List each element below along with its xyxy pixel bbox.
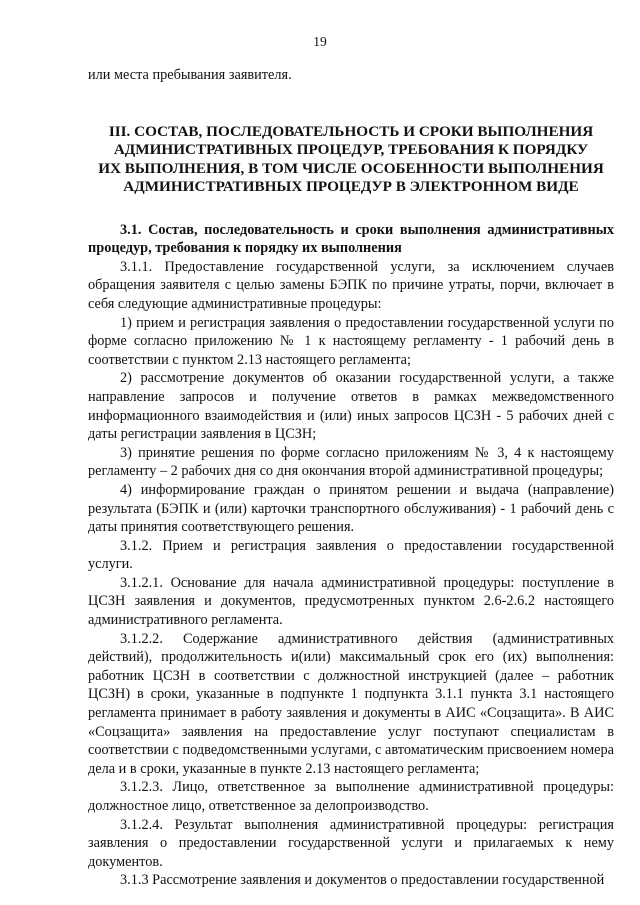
- list-item-3: 3) принятие решения по форме согласно приложениям № 3, 4 к настоящему регламенту – 2 рабочих дня со дня окончания второй административной процедуры;: [88, 444, 614, 480]
- subsection-heading: 3.1. Состав, последовательность и сроки выполнения административных процедур, требования к порядку их выполнения: [88, 221, 614, 257]
- list-item-2: 2) рассмотрение документов об оказании государственной услуги, а также направление запросов и получение ответов в рамках межведомственного информационного взаимодействия и (или) иных запросов ЦСЗН - 5 рабочих дней с даты регистрации заявления в ЦСЗН;: [88, 370, 614, 443]
- paragraph-3-1-2-2: 3.1.2.2. Содержание административного действия (административных действий), продолжительность и(или) максимальный срок его (их) выполнения: работник ЦСЗН в соответствии с должностной инструкцией (далее – работник ЦСЗН) в сроки, указанные в подпункте 1 подпункта 3.1.1 пункта 3.1 настоящего регламента принимает в работу заявления и документы в АИС «Соцзащита». В АИС «Соцзащита» заявления на предоставление услуг поступают специалистам в соответствии с подведомственными услугами, с автоматическим присвоением номера дела и в сроки, указанные в пункте 2.13 настоящего регламента;: [88, 630, 614, 777]
- paragraph-3-1-2-4: 3.1.2.4. Результат выполнения административной процедуры: регистрация заявления о предоставлении государственной услуги и прилагаемых к нему документов.: [88, 816, 614, 870]
- paragraph-3-1-2-1: 3.1.2.1. Основание для начала административной процедуры: поступление в ЦСЗН заявления и документов, предусмотренных пунктом 2.6-2.6.2 настоящего административного регламента.: [88, 574, 614, 629]
- page-content: [88, 66, 614, 890]
- list-item-4: 4) информирование граждан о принятом решении и выдача (направление) результата (БЭПК и (или) карточки транспортного обслуживания) - 1 рабочий день с даты принятия соответствующего решения.: [88, 481, 614, 536]
- intro-line: или места пребывания заявителя.: [88, 67, 292, 83]
- paragraph-3-1-2: 3.1.2. Прием и регистрация заявления о предоставлении государственной услуги.: [88, 537, 614, 573]
- page-number: 19: [313, 34, 327, 49]
- section-heading-line: АДМИНИСТРАТИВНЫХ ПРОЦЕДУР, ТРЕБОВАНИЯ К ПОРЯДКУ: [113, 141, 589, 159]
- paragraph-3-1-3: 3.1.3 Рассмотрение заявления и документов о предоставлении государственной: [120, 872, 605, 889]
- paragraph-3-1-1: 3.1.1. Предоставление государственной услуги, за исключением случаев обращения заявителя с целью замены БЭПК по причине утраты, порчи, включает в себя следующие административные процедуры:: [88, 258, 614, 312]
- section-heading-line: АДМИНИСТРАТИВНЫХ ПРОЦЕДУР В ЭЛЕКТРОННОМ ВИДЕ: [123, 178, 579, 196]
- paragraph-3-1-2-3: 3.1.2.3. Лицо, ответственное за выполнение административной процедуры: должностное лицо, ответственное за делопроизводство.: [88, 779, 614, 814]
- section-heading-line: ИХ ВЫПОЛНЕНИЯ, В ТОМ ЧИСЛЕ ОСОБЕННОСТИ ВЫПОЛНЕНИЯ: [98, 159, 604, 177]
- section-heading: [88, 123, 614, 197]
- list-item-1: 1) прием и регистрация заявления о предоставлении государственной услуги по форме согласно приложению № 1 к настоящему регламенту - 1 рабочий день в соответствии с пунктом 2.13 настоящего регламента;: [88, 314, 614, 368]
- section-heading-line: III. СОСТАВ, ПОСЛЕДОВАТЕЛЬНОСТЬ И СРОКИ ВЫПОЛНЕНИЯ: [108, 122, 594, 140]
